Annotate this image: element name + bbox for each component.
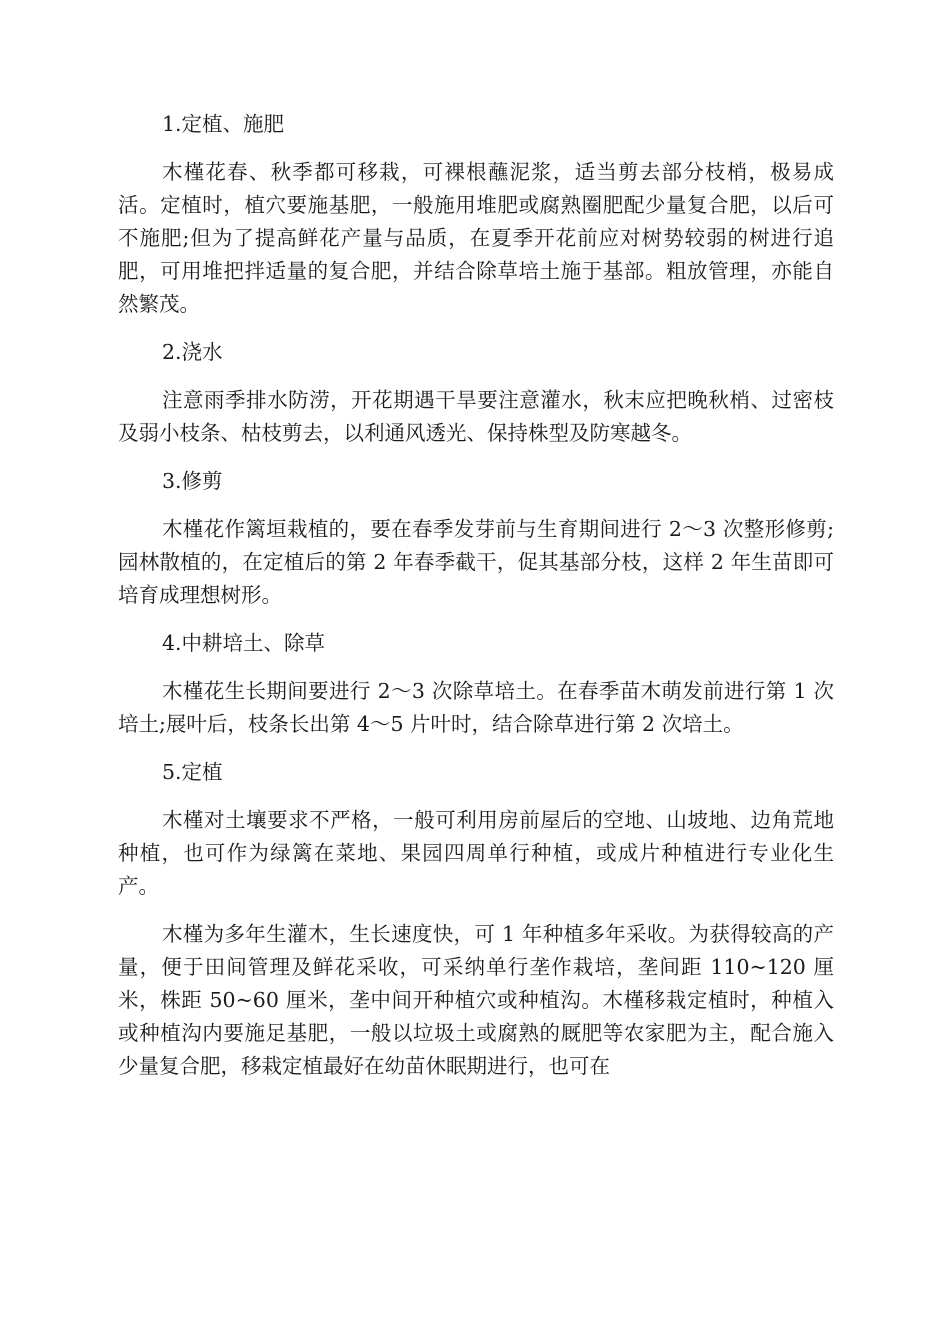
document-body: [118, 108, 834, 1098]
section-heading-cultivating-weeding: 4.中耕培土、除草: [162, 631, 326, 655]
section-paragraph: 木槿花春、秋季都可移栽，可裸根蘸泥浆，适当剪去部分枝梢，极易成活。定植时，植穴要施基肥，一般施用堆肥或腐熟圈肥配少量复合肥，以后可不施肥;但为了提高鲜花产量与品质，在夏季开花前应对树势较弱的树进行追肥，可用堆把拌适量的复合肥，并结合除草培土施于基部。粗放管理，亦能自然繁茂。: [118, 160, 834, 316]
section-paragraph: 木槿为多年生灌木，生长速度快，可 1 年种植多年采收。为获得较高的产量，便于田间管理及鲜花采收，可采纳单行垄作栽培，垄间距 110~120 厘米，株距 50~60 厘米，垄中间开种植穴或种植沟。木槿移栽定植时，种植入或种植沟内要施足基肥，一般以垃圾土或腐熟的厩肥等农家肥为主，配合施入少量复合肥，移栽定植最好在幼苗休眠期进行，也可在: [118, 922, 834, 1078]
section-paragraph: 木槿花生长期间要进行 2～3 次除草培土。在春季苗木萌发前进行第 1 次培土;展叶后，枝条长出第 4～5 片叶时，结合除草进行第 2 次培土。: [118, 679, 834, 736]
section-paragraph: 木槿对土壤要求不严格，一般可利用房前屋后的空地、山坡地、边角荒地种植，也可作为绿篱在菜地、果园四周单行种植，或成片种植进行专业化生产。: [118, 808, 834, 898]
section-heading-planting: 5.定植: [162, 760, 223, 784]
section-paragraph: 注意雨季排水防涝，开花期遇干旱要注意灌水，秋末应把晚秋梢、过密枝及弱小枝条、枯枝剪去，以利通风透光、保持株型及防寒越冬。: [118, 388, 834, 445]
section-paragraph: 木槿花作篱垣栽植的，要在春季发芽前与生育期间进行 2～3 次整形修剪;园林散植的，在定植后的第 2 年春季截干，促其基部分枝，这样 2 年生苗即可培育成理想树形。: [118, 517, 834, 607]
section-heading-pruning: 3.修剪: [162, 469, 223, 493]
section-heading-planting-fertilizing: 1.定植、施肥: [162, 112, 285, 136]
section-heading-watering: 2.浇水: [162, 340, 223, 364]
